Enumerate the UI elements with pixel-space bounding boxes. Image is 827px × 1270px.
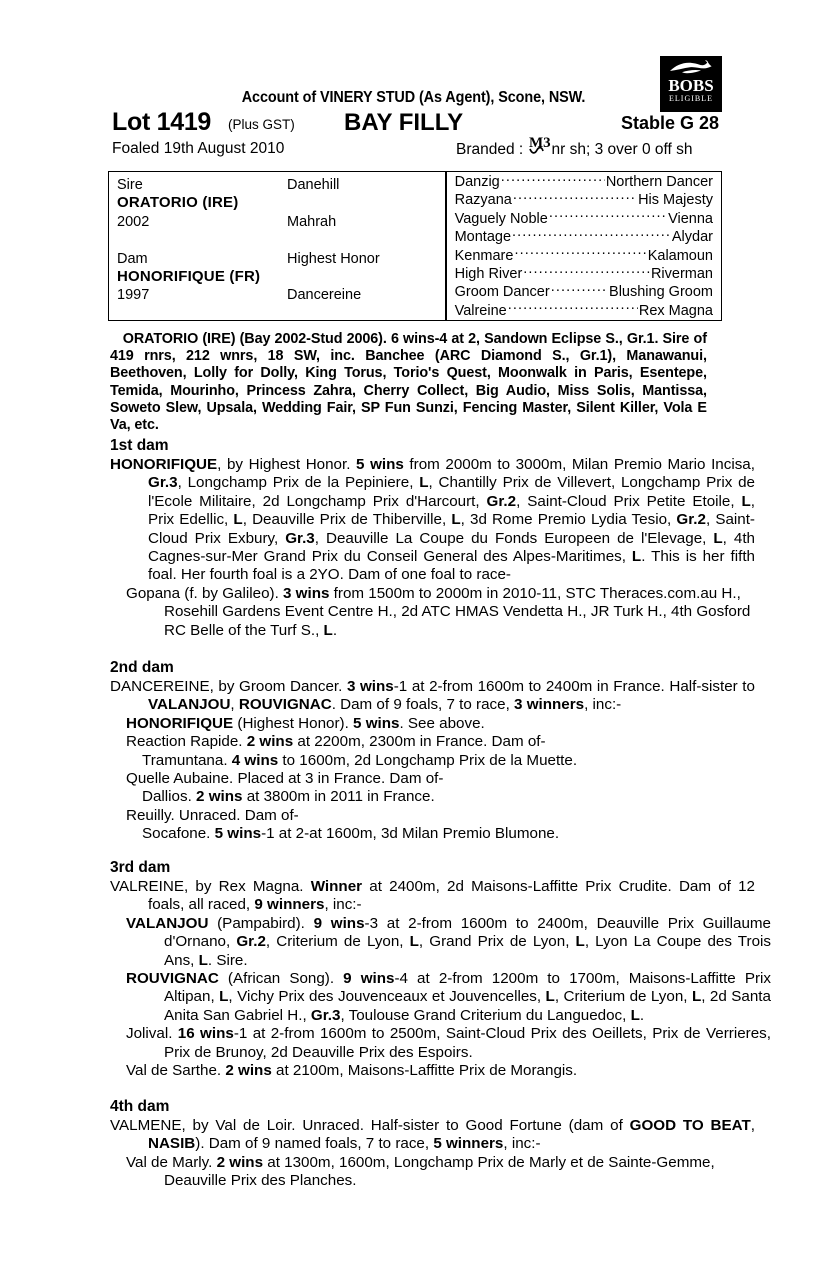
dam-heading: 3rd dam [110,859,171,876]
pedigree-entry: Val de Marly. 2 wins at 1300m, 1600m, Longchamp Prix de Marly et de Sainte-Gemme, Deauville Prix des Planches. [126,1153,715,1190]
foaled-date: Foaled 19th August 2010 [112,140,285,157]
ggp-dam: His Majesty [638,192,713,209]
foaled-branded-row [112,135,719,162]
sire-label: Sire [117,177,143,193]
branded-label: Branded : [456,141,524,158]
bobs-logo-word: BOBS [668,76,714,95]
pedigree-entry: Socafone. 5 wins-1 at 2-at 1600m, 3d Milan Premio Blumone. [142,825,560,843]
dot-leader [508,301,638,315]
pedigree-ggp-row [447,301,721,319]
pedigree-entry: Jolival. 16 wins-1 at 2-from 1600m to 2500m, Saint-Cloud Prix des Oeillets, Prix de Verrieres, Prix de Brunoy, 2d Deauville Prix des Espoirs. [126,1025,771,1061]
brand-symbol-icon [528,135,552,157]
pedigree-entry: VALANJOU (Pampabird). 9 wins-3 at 2-from 1600m to 2400m, Deauville Prix Guillaume d'Ornano, Gr.2, Criterium de Lyon, L, Grand Prix de Lyon, L, Lyon La Coupe des Trois Ans, L. Sire. [126,914,771,969]
ggp-sire: Kenmare [454,247,514,264]
ggp-sire: Danzig [454,174,500,190]
pedigree-great-grandparents-column [447,172,721,320]
dot-leader [501,172,605,186]
svg-text:M3: M3 [528,135,551,151]
bobs-logo-subword: ELIGIBLE [669,94,713,103]
pedigree-entry: DANCEREINE, by Groom Dancer. 3 wins-1 at 2-from 1600m to 2400m in France. Half-sister to VALANJOU, ROUVIGNAC. Dam of 9 foals, 7 to race, 3 winners, inc:- [110,678,755,714]
ggp-dam: Northern Dancer [605,174,713,190]
dam-section-2nd [110,658,755,844]
dam-section-4th [110,1097,755,1191]
ggp-sire: Valreine [454,302,507,319]
ggp-dam: Vienna [668,210,713,227]
dam-heading: 4th dam [110,1098,170,1115]
ggp-sire: Razyana [454,192,512,209]
pedigree-grandparents-column [287,176,442,305]
sire-summary-paragraph: ORATORIO (IRE) (Bay 2002-Stud 2006). 6 wins-4 at 2, Sandown Eclipse S., Gr.1. Sire of 419 rnrs, 212 wnrs, 18 SW, inc. Banchee (ARC Diamond S., Gr.1), Manawanui, Beethoven, Lolly for Dolly, King Torus, Torio's Quest, Moonwalk in Paris, Esentepe, Temida, Mourinho, Princess Zahra, Cherry Collect, Big Audio, Miss Solis, Mantissa, Soweto Slew, Upsala, Wedding Fair, SP Fun Sunzi, Fencing Master, Silent Killer, Vola E Va, etc. [110,331,707,434]
dot-leader [514,246,646,260]
pedigree-entry: Dallios. 2 wins at 3800m in 2011 in France. [142,788,435,806]
pedigree-ggp-row [447,264,721,282]
dot-leader [549,209,667,223]
pedigree-entry: Reaction Rapide. 2 wins at 2200m, 2300m in France. Dam of- [126,733,546,751]
branded-info [456,135,693,159]
lot-number: Lot 1419 [112,108,212,136]
dot-leader [512,227,671,241]
pedigree-entry: HONORIFIQUE, by Highest Honor. 5 wins from 2000m to 3000m, Milan Premio Mario Incisa, Gr.3, Longchamp Prix de la Pepiniere, L, Chantilly Prix de Villevert, Longchamp Prix de l'Ecole Militaire, 2d Longchamp Prix d'Harcourt, Gr.2, Saint-Cloud Prix Petite Etoile, L, Prix Edellic, L, Deauville Prix de Thiberville, L, 3d Rome Premio Lydia Tesio, Gr.2, Saint-Cloud Prix Exbury, Gr.3, Deauville La Coupe du Fonds Europeen de l'Elevage, L, 4th Cagnes-sur-Mer Grand Prix du Conseil General des Alpes-Maritimes, L. This is her fifth foal. Her fourth foal is a 2YO. Dam of one foal to race- [110,456,755,584]
ggp-dam: Kalamoun [647,247,713,264]
lot-gst-note: (Plus GST) [228,117,295,132]
pedigree-ggp-row [447,172,721,190]
ggp-sire: High River [454,265,523,282]
branded-suffix: nr sh; 3 over 0 off sh [551,141,693,158]
sire-dam: Mahrah [287,213,337,230]
horse-colour-sex: BAY FILLY [344,109,464,136]
dam-label: Dam [117,250,148,267]
stable-number: Stable G 28 [620,113,719,133]
dam-section-3rd [110,858,771,1080]
pedigree-entry: HONORIFIQUE (Highest Honor). 5 wins. See above. [126,714,485,732]
pedigree-ggp-row [447,209,721,227]
account-line: Account of VINERY STUD (As Agent), Scone, NSW. [241,89,586,106]
sire-year: 2002 [117,213,150,230]
ggp-dam: Rex Magna [638,302,713,319]
pedigree-entry: Tramuntana. 4 wins to 1600m, 2d Longchamp Prix de la Muette. [142,751,578,769]
dot-leader [513,190,637,204]
dam-heading: 2nd dam [110,659,174,676]
pedigree-entry: VALMENE, by Val de Loir. Unraced. Half-sister to Good Fortune (dam of GOOD TO BEAT, NASIB). Dam of 9 named foals, 7 to race, 5 winners, inc:- [110,1117,755,1153]
pedigree-ggp-row [447,190,721,208]
pedigree-ggp-row [447,227,721,245]
pedigree-ggp-row [447,246,721,264]
dam-dam: Dancereine [287,287,362,304]
pedigree-entry: ROUVIGNAC (African Song). 9 wins-4 at 2-from 1200m to 1700m, Maisons-Laffitte Prix Altipan, L, Vichy Prix des Jouvenceaux et Jouvencelles, L, Criterium de Lyon, L, 2d Santa Anita San Gabriel H., Gr.3, Toulouse Grand Criterium du Languedoc, L. [126,970,771,1024]
sire-name: ORATORIO (IRE) [117,194,239,212]
ggp-sire: Montage [454,229,512,246]
pedigree-ggp-row [447,282,721,300]
ggp-sire: Vaguely Noble [454,210,548,227]
ggp-dam: Blushing Groom [609,284,713,301]
dot-leader [551,282,608,296]
ggp-dam: Riverman [650,265,713,282]
pedigree-left-columns [109,172,445,320]
dam-section-1st [110,436,755,640]
pedigree-entry: VALREINE, by Rex Magna. Winner at 2400m, 2d Maisons-Laffitte Prix Crudite. Dam of 12 foals, all raced, 9 winners, inc:- [110,878,755,914]
pedigree-table [108,171,722,321]
pedigree-entry: Quelle Aubaine. Placed at 3 in France. Dam of- [126,770,444,788]
dam-name: HONORIFIQUE (FR) [117,267,261,285]
dam-year: 1997 [117,287,150,304]
pedigree-entry: Val de Sarthe. 2 wins at 2100m, Maisons-Laffitte Prix de Morangis. [126,1062,578,1080]
lot-header-row [112,108,719,138]
dam-heading: 1st dam [110,437,169,454]
ggp-dam: Alydar [671,229,713,246]
pedigree-entry: Reuilly. Unraced. Dam of- [126,806,299,824]
bobs-bird-icon [668,59,714,76]
dot-leader [523,264,650,278]
sire-sire: Danehill [287,177,340,193]
ggp-sire: Groom Dancer [454,284,550,301]
dam-sire: Highest Honor [287,250,380,267]
pedigree-entry: Gopana (f. by Galileo). 3 wins from 1500m to 2000m in 2010-11, STC Theraces.com.au H., Rosehill Gardens Event Centre H., 2d ATC HMAS Vendetta H., JR Turk H., 4th Gosford RC Belle of the Turf S., L. [126,584,751,639]
pedigree-parents-column [117,176,287,305]
